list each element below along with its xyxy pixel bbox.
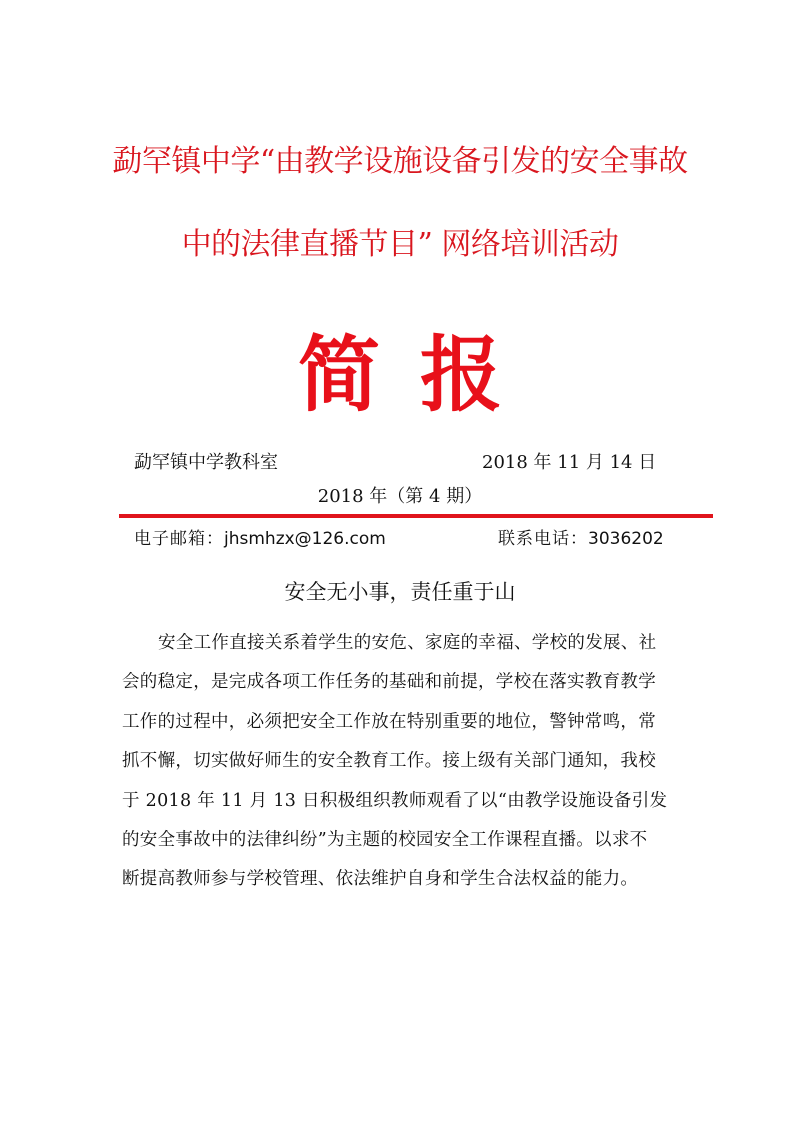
phone-contact <box>498 527 664 551</box>
red-divider <box>119 514 713 518</box>
email-label: 电子邮箱： <box>134 529 224 549</box>
paragraph-line: 的安全事故中的法律纠纷”为主题的校园安全工作课程直播。以求不 <box>122 830 648 851</box>
paragraph-line: 会的稳定，是完成各项工作任务的基础和前提，学校在落实教育教学 <box>122 672 656 693</box>
phone-number: 3036202 <box>588 529 664 549</box>
issue-date: 2018 年 11 月 14 日 <box>482 452 657 473</box>
article-body <box>122 624 682 900</box>
phone-label: 联系电话： <box>498 529 588 549</box>
paragraph-line: 于 2018 年 11 月 13 日积极组织教师观看了以“由教学设施设备引发 <box>122 790 668 811</box>
paragraph-line: 工作的过程中，必须把安全工作放在特别重要的地位，警钟常鸣，常 <box>122 711 656 732</box>
paragraph-line: 安全工作直接关系着学生的安危、家庭的幸福、学校的发展、社 <box>158 633 657 653</box>
issue-number: 2018 年（第 4 期） <box>317 486 483 507</box>
issuing-office: 勐罕镇中学教科室 <box>134 452 278 473</box>
masthead-title: 简报 <box>297 327 542 423</box>
headline-line-1: 勐罕镇中学“由教学设施设备引发的安全事故 <box>112 144 688 179</box>
paragraph-line: 抓不懈，切实做好师生的安全教育工作。接上级有关部门通知，我校 <box>122 751 656 772</box>
headline-line-2: 中的法律直播节目” 网络培训活动 <box>181 227 619 262</box>
email-address: jhsmhzx@126.com <box>224 529 386 549</box>
article-title: 安全无小事，责任重于山 <box>284 580 516 604</box>
email-contact <box>134 527 386 551</box>
paragraph-line: 断提高教师参与学校管理、依法维护自身和学生合法权益的能力。 <box>122 869 639 890</box>
